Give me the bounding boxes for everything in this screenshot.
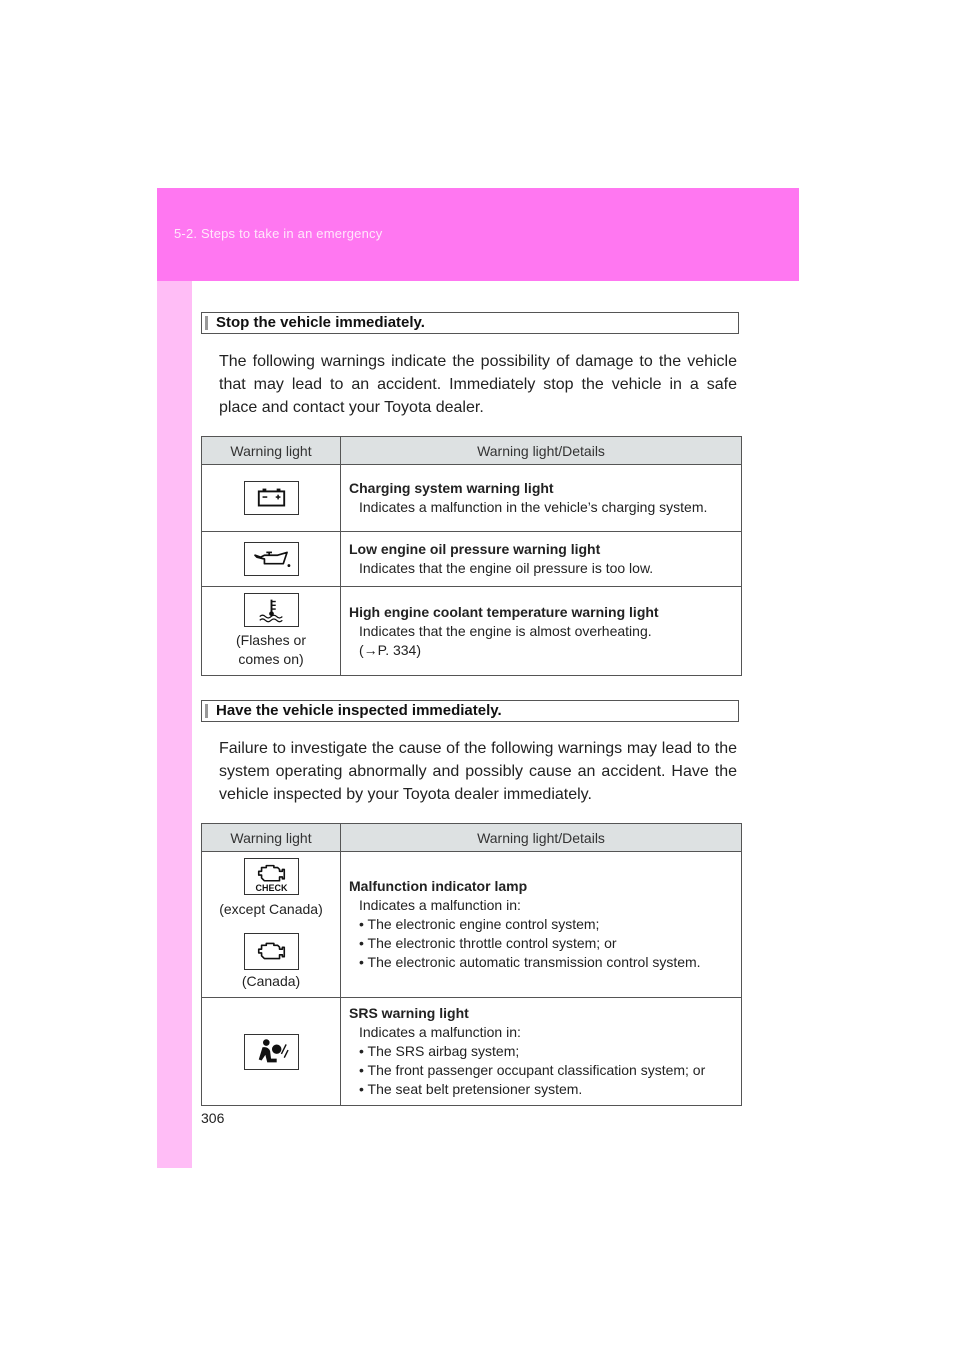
warning-detail: Indicates a malfunction in: — [359, 1024, 521, 1040]
warning-detail-item: • The electronic automatic transmission control system. — [359, 954, 701, 970]
battery-icon — [244, 481, 299, 515]
icon-caption: (except Canada) — [219, 901, 323, 917]
warning-title: Malfunction indicator lamp — [349, 878, 528, 894]
icon-cell — [202, 465, 341, 532]
engine-icon — [244, 933, 299, 970]
section-title: Have the vehicle inspected immediately. — [216, 702, 502, 719]
section-intro: Failure to investigate the cause of the following warnings may lead to the system operating abnormally and possibly cause an accident. Have the vehicle inspected by your Toyota dealer immediately. — [219, 740, 737, 803]
icon-cell — [202, 587, 341, 676]
table-row — [202, 587, 742, 676]
section-title-marker — [205, 316, 208, 330]
warning-table — [201, 823, 742, 1106]
page-number: 306 — [201, 1110, 225, 1126]
section-title: Stop the vehicle immediately. — [216, 314, 425, 331]
table-row — [202, 465, 742, 532]
icon-caption: (Flashes or comes on) — [235, 632, 307, 667]
table-row — [202, 998, 742, 1106]
column-header: Warning light — [202, 824, 341, 852]
check-label: CHECK — [255, 883, 287, 894]
coolant-temperature-icon — [244, 593, 299, 627]
section-intro: The following warnings indicate the possibility of damage to the vehicle that may lead to an accident. Immediately stop the vehicle in a safe place and contact your Toyota dealer. — [219, 353, 737, 416]
column-header: Warning light/Details — [341, 437, 742, 465]
warning-detail-item: • The SRS airbag system; — [359, 1043, 520, 1059]
srs-airbag-icon — [244, 1034, 299, 1070]
warning-detail-item: • The electronic engine control system; — [359, 916, 600, 932]
column-header: Warning light/Details — [341, 824, 742, 852]
page-reference: (→P. 334) — [359, 641, 421, 658]
table-header-row — [202, 437, 742, 465]
section-header: 5-2. Steps to take in an emergency — [174, 226, 383, 241]
warning-title: Charging system warning light — [349, 480, 554, 496]
details-cell — [341, 852, 742, 998]
warning-detail-item: • The electronic throttle control system; or — [359, 935, 617, 951]
warning-detail-item: • The front passenger occupant classification system; or — [359, 1062, 706, 1078]
icon-caption: (Canada) — [241, 973, 301, 989]
section-title-bar — [201, 312, 739, 334]
column-header: Warning light — [202, 437, 341, 465]
oil-can-icon — [244, 542, 299, 576]
table-header-row — [202, 824, 742, 852]
warning-detail: Indicates a malfunction in the vehicle’s charging system. — [359, 499, 708, 515]
warning-detail-item: • The seat belt pretensioner system. — [359, 1081, 583, 1097]
warning-title: Low engine oil pressure warning light — [349, 541, 601, 557]
warning-detail: Indicates a malfunction in: — [359, 897, 521, 913]
icon-cell — [202, 852, 341, 998]
side-strip — [157, 188, 192, 1168]
details-cell — [341, 998, 742, 1106]
details-cell — [341, 532, 742, 587]
warning-title: SRS warning light — [349, 1005, 469, 1021]
check-engine-icon — [244, 858, 299, 895]
table-row — [202, 532, 742, 587]
table-row — [202, 852, 742, 998]
section-title-bar — [201, 700, 739, 722]
details-cell — [341, 587, 742, 676]
details-cell — [341, 465, 742, 532]
icon-cell — [202, 532, 341, 587]
warning-table — [201, 436, 742, 676]
warning-detail: Indicates that the engine is almost overheating. — [359, 622, 652, 639]
icon-cell — [202, 998, 341, 1106]
warning-title: High engine coolant temperature warning light — [349, 603, 659, 620]
section-title-marker — [205, 704, 208, 718]
warning-detail: Indicates that the engine oil pressure is too low. — [359, 560, 654, 576]
